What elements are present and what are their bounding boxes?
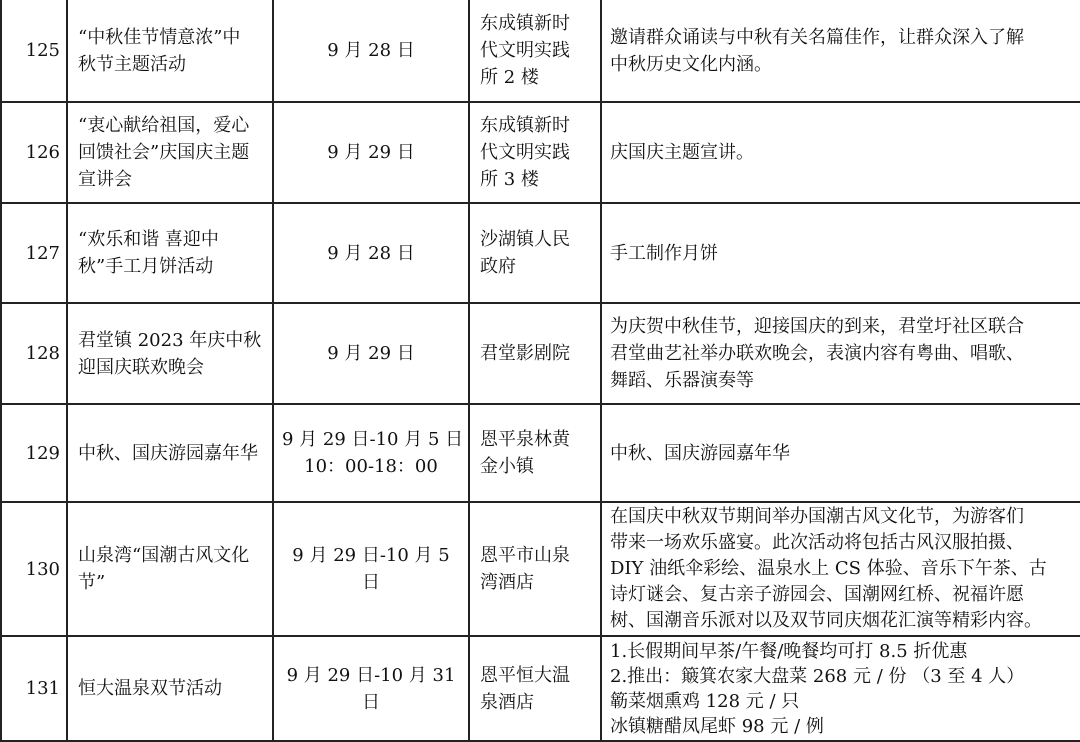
event-description: 中秋、国庆游园嘉年华 [601, 404, 1080, 502]
event-name: 中秋、国庆游园嘉年华 [67, 404, 273, 502]
event-name-line: “中秋佳节情意浓”中 [78, 26, 241, 48]
row-number: 131 [1, 636, 67, 741]
event-description: 庆国庆主题宣讲。 [601, 102, 1080, 203]
event-date: 9 月 29 日-10 月 31 日 [273, 636, 469, 741]
row-number: 126 [1, 102, 67, 203]
time-line: 10：00-18：00 [304, 456, 438, 477]
desc-line: 中秋历史文化内涵。 [610, 53, 772, 75]
venue-line: 湾酒店 [480, 572, 534, 593]
event-name-line: 迎国庆联欢晚会 [78, 356, 204, 378]
desc-line: 舞蹈、乐器演奏等 [610, 370, 754, 391]
table-row [1, 636, 1080, 741]
event-date: 9 月 29 日 [273, 303, 469, 404]
event-name-line: 节” [78, 572, 106, 593]
event-name-line: 君堂镇 2023 年庆中秋 [78, 329, 262, 351]
desc-line: 邀请群众诵读与中秋有关名篇佳作，让群众深入了解 [610, 26, 1024, 48]
venue-line: 恩平泉林黄 [480, 429, 570, 450]
event-name-line: 宣讲会 [78, 169, 132, 190]
venue-line: 代文明实践 [480, 142, 570, 163]
event-name-line: 秋节主题活动 [78, 53, 186, 75]
table-row [1, 404, 1080, 502]
venue-line: 政府 [480, 256, 516, 277]
venue-line: 所 2 楼 [480, 67, 539, 88]
venue-line: 沙湖镇人民 [480, 229, 570, 250]
table-row [1, 102, 1080, 203]
row-number: 127 [1, 203, 67, 303]
event-name-line: “欢乐和谐 喜迎中 [78, 229, 219, 250]
row-number: 130 [1, 502, 67, 636]
desc-line: DIY 油纸伞彩绘、温泉水上 CS 体验、音乐下午茶、古 [610, 558, 1047, 579]
table-row [1, 0, 1080, 102]
event-name-line: 秋”手工月饼活动 [78, 256, 214, 277]
venue-line: 东成镇新时 [480, 115, 570, 136]
event-name: 恒大温泉双节活动 [67, 636, 273, 741]
event-name-line: “衷心献给祖国，爱心 [78, 115, 250, 136]
row-number: 129 [1, 404, 67, 502]
venue-line: 恩平市山泉 [480, 545, 570, 566]
venue-line: 金小镇 [480, 456, 534, 477]
row-number: 125 [1, 0, 67, 102]
event-description: 手工制作月饼 [601, 203, 1080, 303]
venue-line: 所 3 楼 [480, 169, 539, 190]
desc-line: 树、国潮音乐派对以及双节同庆烟花汇演等精彩内容。 [610, 610, 1042, 631]
table-row [1, 502, 1080, 636]
desc-line: 在国庆中秋双节期间举办国潮古风文化节，为游客们 [610, 506, 1024, 527]
event-date: 9 月 29 日-10 月 5 日 [273, 502, 469, 636]
desc-line: 簕菜烟熏鸡 128 元 / 只 [610, 690, 800, 712]
desc-line: 1.长假期间早茶/午餐/晚餐均可打 8.5 折优惠 [610, 640, 968, 662]
desc-line: 冰镇糖醋凤尾虾 98 元 / 例 [610, 715, 824, 737]
table-row [1, 203, 1080, 303]
venue-line: 泉酒店 [480, 691, 534, 713]
venue-line: 东成镇新时 [480, 13, 570, 34]
event-date: 9 月 28 日 [273, 0, 469, 102]
event-venue: 君堂影剧院 [469, 303, 601, 404]
desc-line: 2.推出：簸箕农家大盘菜 268 元 / 份 （3 至 4 人） [610, 665, 1025, 687]
venue-line: 恩平恒大温 [480, 664, 570, 686]
venue-line: 代文明实践 [480, 40, 570, 61]
desc-line: 带来一场欢乐盛宴。此次活动将包括古风汉服拍摄、 [610, 532, 1024, 553]
date-line: 9 月 29 日-10 月 5 日 [282, 429, 464, 450]
desc-line: 君堂曲艺社举办联欢晚会，表演内容有粤曲、唱歌、 [610, 343, 1024, 364]
row-number: 128 [1, 303, 67, 404]
event-date: 9 月 29 日 [273, 102, 469, 203]
table-row [1, 303, 1080, 404]
event-name-line: 山泉湾“国潮古风文化 [78, 545, 250, 566]
desc-line: 诗灯谜会、复古亲子游园会、国潮网红桥、祝福许愿 [610, 584, 1024, 605]
event-date: 9 月 28 日 [273, 203, 469, 303]
event-name-line: 回馈社会”庆国庆主题 [78, 142, 250, 163]
desc-line: 为庆贺中秋佳节，迎接国庆的到来，君堂圩社区联合 [610, 316, 1024, 337]
